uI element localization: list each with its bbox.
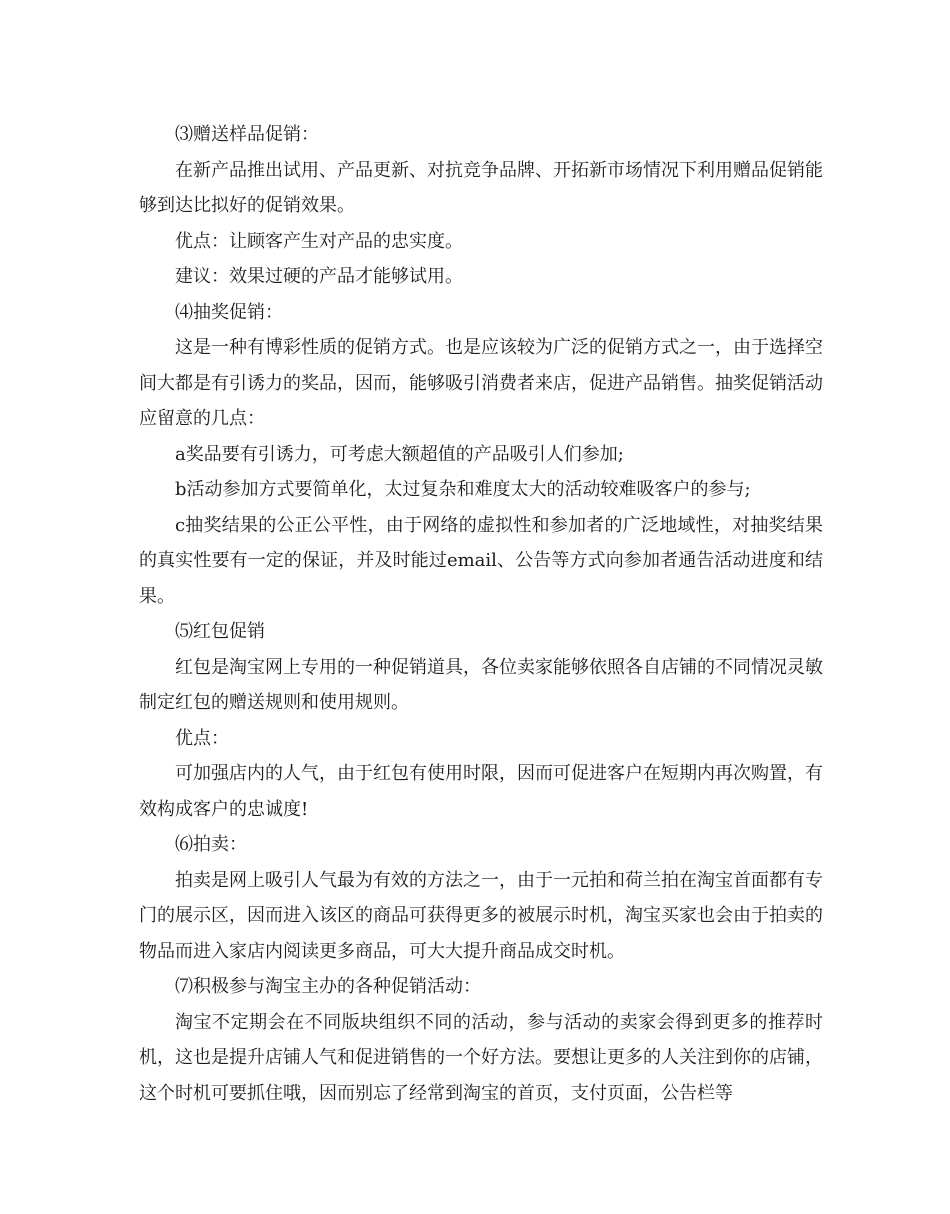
heading-auction: ⑹拍卖： (175, 834, 247, 855)
list-item: c抽奖结果的公正公平性，由于网络的虚拟性和参加者的广泛地域性，对抽奖结果的真实性要有一定的保证，并及时能过email、公告等方式向参加者通告活动进度和结果。 (139, 514, 823, 607)
heading-red-packet-promotion: ⑸红包促销 (175, 621, 265, 642)
list-item: a奖品要有引诱力，可考虑大额超值的产品吸引人们参加; (175, 443, 624, 465)
heading-taobao-activities: ⑺积极参与淘宝主办的各种促销活动： (175, 976, 481, 997)
paragraph: 可加强店内的人气，由于红包有使用时限，因而可促进客户在短期内再次购置，有效构成客户的忠诚度! (139, 763, 823, 820)
paragraph: 建议：效果过硬的产品才能够试用。 (175, 266, 463, 287)
paragraph: 淘宝不定期会在不同版块组织不同的活动，参与活动的卖家会得到更多的推荐时机，这也是提升店铺人气和促进销售的一个好方法。要想让更多的人关注到你的店铺，这个时机可要抓住哦，因而别忘了经常到淘宝的首页，支付页面，公告栏等 (139, 1011, 823, 1104)
list-item: b活动参加方式要简单化，太过复杂和难度太大的活动较难吸客户的参与; (175, 479, 751, 500)
paragraph: 拍卖是网上吸引人气最为有效的方法之一，由于一元拍和荷兰拍在淘宝首面都有专门的展示区，因而进入该区的商品可获得更多的被展示时机，淘宝买家也会由于拍卖的物品而进入家店内阅读更多商品，可大大提升商品成交时机。 (139, 869, 823, 962)
heading-sample-promotion: ⑶赠送样品促销： (175, 124, 319, 145)
document-body (139, 117, 823, 1111)
paragraph: 优点：让顾客产生对产品的忠实度。 (175, 230, 463, 252)
paragraph: 这是一种有博彩性质的促销方式。也是应该较为广泛的促销方式之一，由于选择空间大都是有引诱力的奖品，因而，能够吸引消费者来店，促进产品销售。抽奖促销活动应留意的几点： (139, 337, 823, 429)
paragraph: 红包是淘宝网上专用的一种促销道具，各位卖家能够依照各自店铺的不同情况灵敏制定红包的赠送规则和使用规则。 (139, 656, 823, 713)
heading-lottery-promotion: ⑷抽奖促销： (175, 301, 283, 323)
paragraph: 优点： (175, 727, 229, 749)
paragraph: 在新产品推出试用、产品更新、对抗竞争品牌、开拓新市场情况下利用赠品促销能够到达比拟好的促销效果。 (139, 159, 823, 216)
